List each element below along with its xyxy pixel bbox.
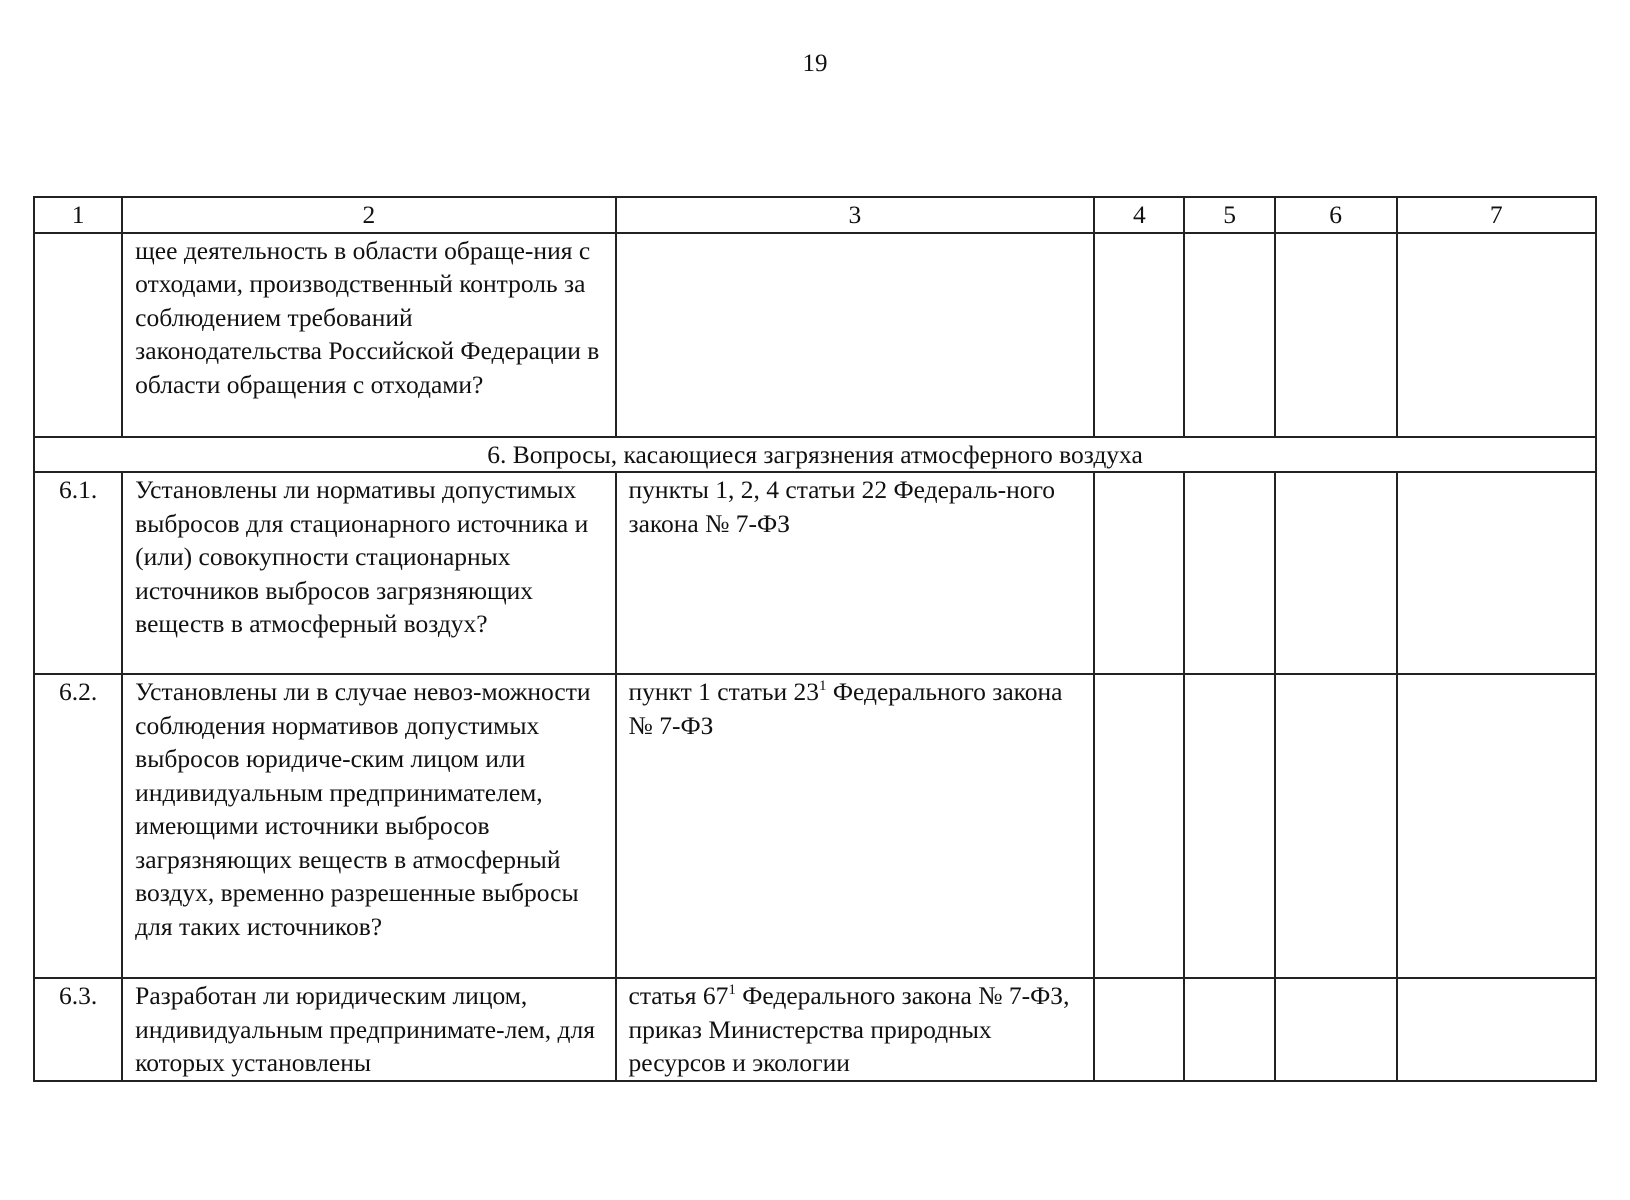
reference-superscript: 1 bbox=[819, 678, 827, 694]
reference-text: статья 67 bbox=[628, 981, 729, 1010]
reference-superscript: 1 bbox=[728, 982, 736, 998]
column-number-4: 4 bbox=[1094, 197, 1184, 233]
column-number-5: 5 bbox=[1184, 197, 1274, 233]
column-number-2: 2 bbox=[122, 197, 615, 233]
section-title: 6. Вопросы, касающиеся загрязнения атмосферного воздуха bbox=[34, 437, 1596, 473]
column-number-6: 6 bbox=[1275, 197, 1397, 233]
reference-text: пункт 1 статьи 23 bbox=[628, 677, 819, 706]
reference-cell bbox=[616, 674, 1095, 978]
reference-cell bbox=[616, 233, 1095, 437]
reference-text-rest: Федерального закона № 7-ФЗ, приказ Министерства природных ресурсов и экологии bbox=[628, 981, 1070, 1077]
notes-cell bbox=[1397, 472, 1597, 674]
answer-cell-no bbox=[1184, 233, 1274, 437]
question-cell: Установлены ли нормативы допустимых выбросов для стационарного источника и (или) совокупности стационарных источников выбросов загрязняющих веществ в атмосферный воздух? bbox=[122, 472, 615, 674]
row-number: 6.3. bbox=[34, 978, 122, 1081]
reference-cell bbox=[616, 978, 1095, 1081]
answer-cell-yes bbox=[1094, 978, 1184, 1081]
answer-cell-no bbox=[1184, 978, 1274, 1081]
checklist-table bbox=[33, 196, 1597, 1082]
question-cell: Установлены ли в случае невоз-можности соблюдения нормативов допустимых выбросов юридиче-ским лицом или индивидуальным предпринимателем, имеющими источники выбросов загрязняющих веществ в атмосферный воздух, временно разрешенные выбросы для таких источников? bbox=[122, 674, 615, 978]
answer-cell-no bbox=[1184, 674, 1274, 978]
answer-cell-na bbox=[1275, 978, 1397, 1081]
column-number-row bbox=[34, 197, 1596, 233]
answer-cell-yes bbox=[1094, 472, 1184, 674]
answer-cell-na bbox=[1275, 233, 1397, 437]
table-row bbox=[34, 978, 1596, 1081]
column-number-7: 7 bbox=[1397, 197, 1597, 233]
question-cell: щее деятельность в области обраще-ния с отходами, производственный контроль за соблюдением требований законодательства Российской Федерации в области обращения с отходами? bbox=[122, 233, 615, 437]
answer-cell-yes bbox=[1094, 674, 1184, 978]
section-header-row bbox=[34, 437, 1596, 473]
column-number-1: 1 bbox=[34, 197, 122, 233]
row-number: 6.2. bbox=[34, 674, 122, 978]
answer-cell-no bbox=[1184, 472, 1274, 674]
table-row bbox=[34, 674, 1596, 978]
notes-cell bbox=[1397, 674, 1597, 978]
row-number: 6.1. bbox=[34, 472, 122, 674]
reference-text-rest: Федерального закона № 7-ФЗ bbox=[628, 677, 1063, 740]
question-cell: Разработан ли юридическим лицом, индивидуальным предпринимате-лем, для которых установлены bbox=[122, 978, 615, 1081]
table-row bbox=[34, 472, 1596, 674]
page-number: 19 bbox=[802, 50, 828, 77]
column-number-3: 3 bbox=[616, 197, 1095, 233]
table-row-continued bbox=[34, 233, 1596, 437]
reference-cell: пункты 1, 2, 4 статьи 22 Федераль-ного закона № 7-ФЗ bbox=[616, 472, 1095, 674]
answer-cell-na bbox=[1275, 674, 1397, 978]
notes-cell bbox=[1397, 978, 1597, 1081]
notes-cell bbox=[1397, 233, 1597, 437]
row-number bbox=[34, 233, 122, 437]
answer-cell-na bbox=[1275, 472, 1397, 674]
answer-cell-yes bbox=[1094, 233, 1184, 437]
